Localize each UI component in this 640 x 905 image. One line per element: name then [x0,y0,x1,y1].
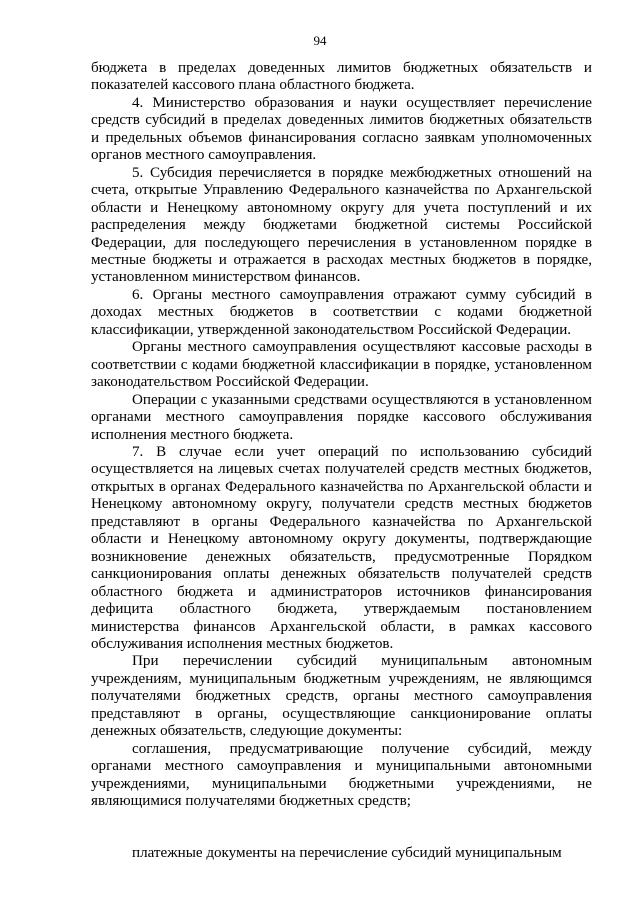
paragraph-last: платежные документы на перечисление субсидий муниципальным [132,845,562,862]
paragraph-3: 6. Органы местного самоуправления отражают сумму субсидий в доходах местных бюджетов в соответствии с кодами бюджетной классификации, утвержденной законодательством Российской Федерации. [91,286,592,338]
document-body [91,60,592,863]
paragraph-6: 7. В случае если учет операций по использованию субсидий осуществляется на лицевых счетах получателей средств местных бюджетов, открытых в органах Федерального казначейства по Архангельской области и Ненецкому автономному округу, получатели средств местных бюджетов представляют в органы Федерального казначейства по Архангельской области и Ненецкому автономному округу документы, подтверждающие возникновение денежных обязательств, предусмотренные Порядком санкционирования оплаты денежных обязательств получателей средств областного бюджета и администраторов источников финансирования дефицита областного бюджета, утверждаемым постановлением министерства финансов Архангельской области, в рамках кассового обслуживания исполнения местных бюджетов. [91,443,592,652]
paragraph-0: бюджета в пределах доведенных лимитов бюджетных обязательств и показателей кассового плана областного бюджета. [91,60,592,94]
paragraph-2: 5. Субсидия перечисляется в порядке межбюджетных отношений на счета, открытые Управлению Федерального казначейства по Архангельской области и Ненецкому автономному округу для учета поступлений и их распределения между бюджетами бюджетной системы Российской Федерации, для последующего перечисления в установленном порядке в местные бюджеты и отражается в расходах местных бюджетов в порядке, установленном министерством финансов. [91,164,592,286]
page-number: 94 [313,33,327,48]
paragraph-gap [91,810,592,845]
paragraph-8: соглашения, предусматривающие получение субсидий, между органами местного самоуправления и муниципальными автономными учреждениями, муниципальными бюджетными учреждениями, не являющимися получателями бюджетных средств; [91,740,592,810]
paragraph-1: 4. Министерство образования и науки осуществляет перечисление средств субсидий в пределах доведенных лимитов бюджетных обязательств и предельных объемов финансирования согласно заявкам уполномоченных органов местного самоуправления. [91,94,592,164]
paragraph-7: При перечислении субсидий муниципальным автономным учреждениям, муниципальным бюджетным учреждениям, не являющимся получателями бюджетных средств, органы местного самоуправления представляют в органы, осуществляющие санкционирование оплаты денежных обязательств, следующие документы: [91,653,592,740]
paragraph-5: Операции с указанными средствами осуществляются в установленном органами местного самоуправления порядке кассового обслуживания исполнения местного бюджета. [91,391,592,443]
paragraph-4: Органы местного самоуправления осуществляют кассовые расходы в соответствии с кодами бюджетной классификации в порядке, установленном законодательством Российской Федерации. [91,339,592,391]
